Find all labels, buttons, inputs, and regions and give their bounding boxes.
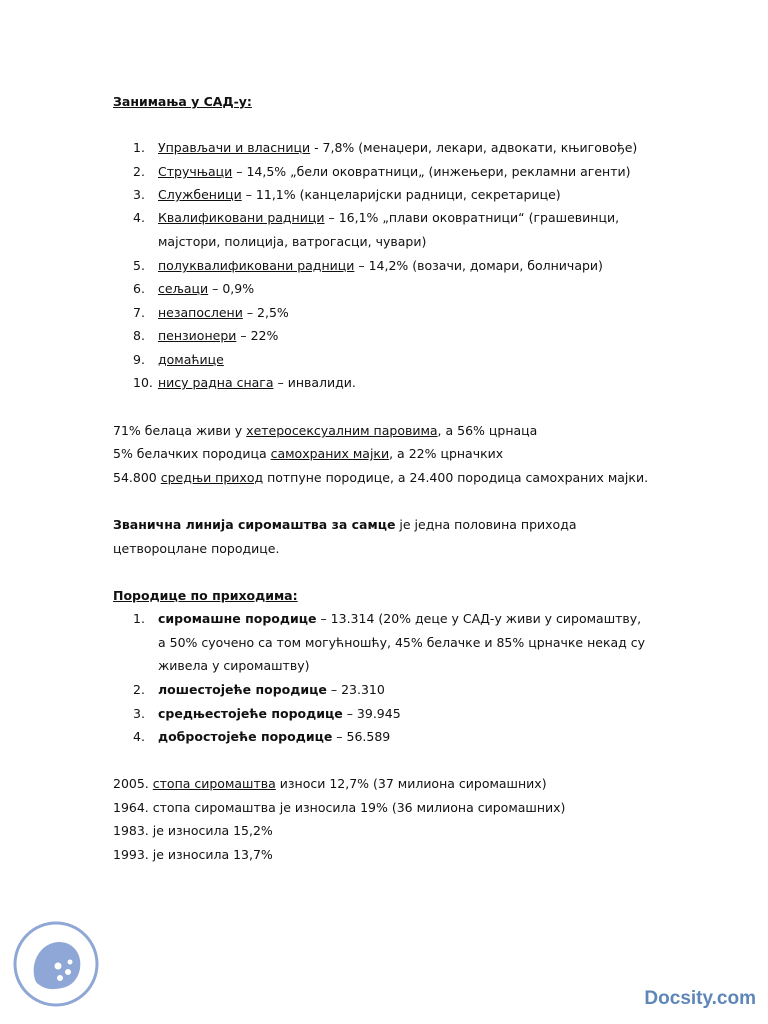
year-line: 1993. је износила 13,7% [113,847,273,862]
list-number: 4. [133,729,145,744]
list-number: 1. [133,140,145,155]
list-item [158,351,224,369]
list-item: сиромашне породице – 13.314 (20% деце у САД-у живи у сиромаштву, [158,611,642,626]
poverty-paragraph: Званична линија сиромаштва за самце је једна половина прихода [113,517,577,532]
heading-families: Породице по приходима: [113,588,298,603]
list-number: 1. [133,611,145,626]
stat-line: 71% белаца живи у хетеросексуалним паровима, а 56% црнаца [113,423,538,438]
occupation-link[interactable]: пензионери [158,328,237,343]
occupation-link[interactable]: Управљачи и власници [158,140,311,155]
list-number: 4. [133,210,145,225]
stat-line: 5% белачких породица самохраних мајки, а 22% црначких [113,446,504,461]
stat-line: 54.800 средњи приход потпуне породице, а 24.400 породица самохраних мајки. [113,470,649,485]
year-link[interactable]: стопа сиромаштва [152,776,276,791]
occupation-link[interactable]: Квалификовани радници [158,210,325,225]
docsity-brand-link[interactable]: Docsity.com [644,988,756,1009]
list-item: нису радна снага – инвалиди. [158,375,356,390]
list-number: 9. [133,352,145,367]
list-item: Квалификовани радници – 16,1% „плави оковратници“ (грашевинци, [158,210,620,225]
occupation-link[interactable]: Службеници [158,187,242,202]
occupation-link[interactable]: домаћице [158,352,224,367]
list-item: сељаци – 0,9% [158,281,255,296]
list-item-continuation: а 50% суочено са том могућношћу, 45% белачке и 85% црначке некад су [158,635,646,650]
heading-occupations: Занимања у САД-у: [113,94,252,109]
list-item: лошестојеће породице – 23.310 [158,682,385,697]
year-line: 1964. стопа сиромаштва је износила 19% (36 милиона сиромашних) [113,800,566,815]
list-number: 2. [133,682,145,697]
occupation-link[interactable]: Стручњаци [158,164,233,179]
list-number: 6. [133,281,145,296]
list-item: пензионери – 22% [158,328,279,343]
list-item-continuation: живела у сиромаштву) [158,658,310,673]
list-number: 3. [133,706,145,721]
list-number: 8. [133,328,145,343]
list-item: Управљачи и власници - 7,8% (менаџери, лекари, адвокати, књиговође) [158,140,638,155]
list-item: незапослени – 2,5% [158,305,289,320]
stat-link[interactable]: средњи приход [160,470,264,485]
year-line: 1983. је износила 15,2% [113,823,273,838]
year-line: 2005. стопа сиромаштва износи 12,7% (37 милиона сиромашних) [113,776,547,791]
list-item: добростојеће породице – 56.589 [158,729,391,744]
stat-link[interactable]: самохраних мајки [270,446,390,461]
list-item: полуквалификовани радници – 14,2% (возачи, домари, болничари) [158,258,603,273]
list-item: Службеници – 11,1% (канцеларијски радници, секретарице) [158,187,561,202]
list-number: 3. [133,187,145,202]
poverty-paragraph-cont: цетвороцлане породице. [113,541,280,556]
list-item: средњестојеће породице – 39.945 [158,706,401,721]
list-number: 7. [133,305,145,320]
list-item-continuation: мајстори, полиција, ватрогасци, чувари) [158,234,427,249]
list-number: 10. [133,375,153,390]
occupation-link[interactable]: незапослени [158,305,243,320]
list-number: 2. [133,164,145,179]
stat-link[interactable]: хетеросексуалним паровима [246,423,438,438]
occupation-link[interactable]: нису радна снага [158,375,274,390]
occupation-link[interactable]: сељаци [158,281,209,296]
docsity-logo-icon[interactable] [12,920,100,1008]
occupation-link[interactable]: полуквалификовани радници [158,258,355,273]
list-item: Стручњаци – 14,5% „бели оковратници„ (инжењери, рекламни агенти) [158,164,631,179]
list-number: 5. [133,258,145,273]
